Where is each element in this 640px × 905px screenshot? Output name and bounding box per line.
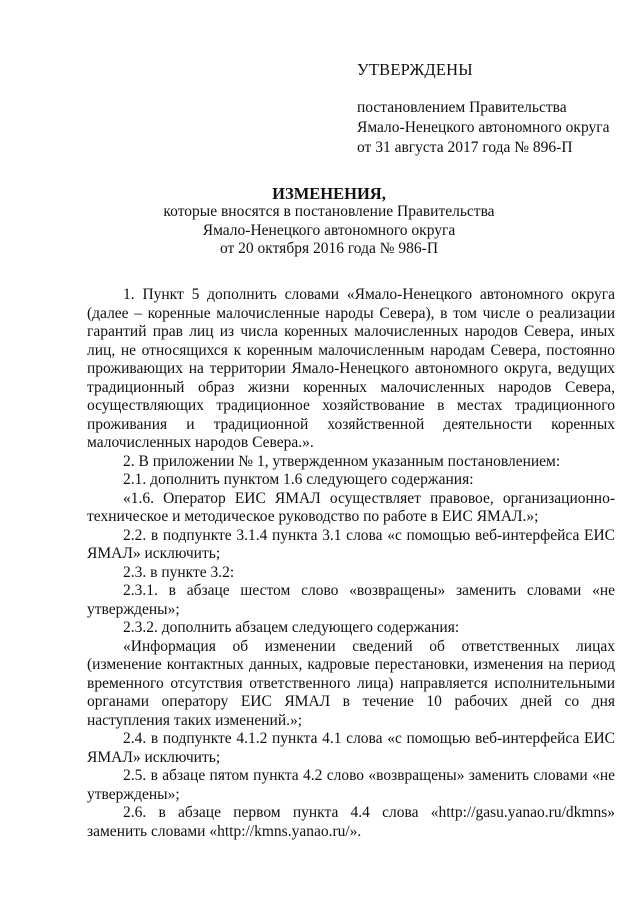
document-title: ИЗМЕНЕНИЯ, — [272, 184, 386, 203]
paragraph: 2.3. в пункте 3.2: — [123, 563, 235, 581]
approval-line: Ямало-Ненецкого автономного округа — [357, 119, 610, 136]
document-body — [87, 286, 615, 841]
subtitle-line: Ямало-Ненецкого автономного округа — [202, 221, 456, 239]
subtitle-line: от 20 октября 2016 года № 986-П — [219, 240, 439, 257]
paragraph: 2.3.1. в абзаце шестом слово «возвращены» заменить словами «не утверждены»; — [87, 582, 615, 618]
subtitle-line: которые вносятся в постановление Правительства — [163, 203, 495, 220]
approval-line: от 31 августа 2017 года № 896-П — [357, 139, 573, 156]
paragraph: 2.2. в подпункте 3.1.4 пункта 3.1 слова «с помощью веб-интерфейса ЕИС ЯМАЛ» исключить; — [87, 526, 615, 562]
document-subtitle — [0, 203, 640, 259]
approval-heading: УТВЕРЖДЕНЫ — [357, 60, 473, 79]
paragraph: 2.3.2. дополнить абзацем следующего содержания: — [123, 619, 460, 636]
paragraph: 2.5. в абзаце пятом пункта 4.2 слово «возвращены» заменить словами «не утверждены»; — [87, 767, 615, 803]
paragraph: 1. Пункт 5 дополнить словами «Ямало-Ненецкого автономного округа (далее – коренные малочисленные народы Севера), в том числе о реализации гарантий прав лиц из числа коренных малочисленных народов Севера, иных лиц, не относящихся к коренным малочисленным народам Севера, постоянно проживающих на территории Ямало-Ненецкого автономного округа, ведущих традиционный образ жизни коренных малочисленных народов Севера, осуществляющих традиционное хозяйствование в местах традиционного проживания и традиционной хозяйственной деятельности коренных малочисленных народов Севера.». — [87, 286, 615, 451]
paragraph: 2. В приложении № 1, утвержденном указанным постановлением: — [123, 452, 561, 470]
paragraph: 2.4. в подпункте 4.1.2 пункта 4.1 слова «с помощью веб-интерфейса ЕИС ЯМАЛ» исключить; — [87, 730, 615, 766]
paragraph: «1.6. Оператор ЕИС ЯМАЛ осуществляет правовое, организационно-техническое и методическое руководство по работе в ЕИС ЯМАЛ.»; — [87, 489, 615, 525]
paragraph: 2.1. дополнить пунктом 1.6 следующего содержания: — [123, 471, 474, 488]
approval-block — [357, 98, 609, 158]
paragraph: «Информация об изменении сведений об ответственных лицах (изменение контактных данных, кадровые перестановки, изменения на период временного отсутствия ответственного лица) направляется исполнительными органами оператору ЕИС ЯМАЛ в течение 10 рабочих дней со дня наступления таких изменений.»; — [87, 637, 615, 729]
paragraph: 2.6. в абзаце первом пункта 4.4 слова «http://gasu.yanao.ru/dkmns» заменить словами «http://kmns.yanao.ru/». — [87, 804, 615, 840]
approval-line: постановлением Правительства — [357, 99, 567, 116]
